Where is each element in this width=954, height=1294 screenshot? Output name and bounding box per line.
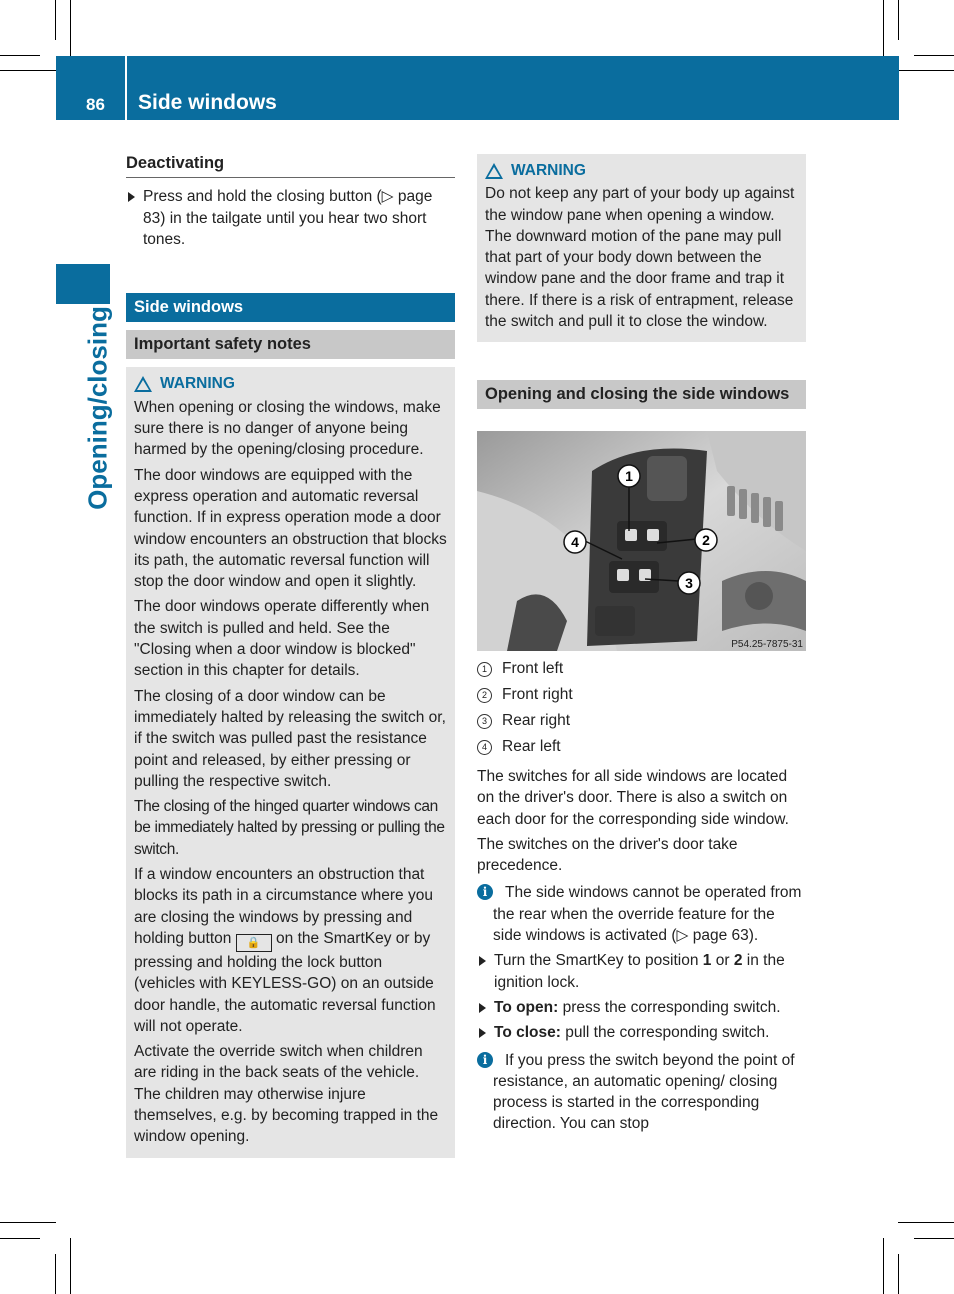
crop-mark [898, 0, 899, 40]
subsection-title-safety: Important safety notes [126, 330, 455, 359]
deactivating-step: Press and hold the closing button (▷ page 83) in the tailgate until you hear two short tones. [126, 186, 455, 250]
crop-mark [914, 1238, 954, 1239]
door-switch-photo [477, 431, 806, 651]
precedence-paragraph: The switches on the driver's door take precedence. [477, 835, 738, 875]
info-note-override [477, 882, 806, 946]
page-number: 86 [86, 95, 105, 114]
lock-icon: 🔒 [236, 934, 272, 952]
warning-paragraph-override: Activate the override switch when children are riding in the back seats of the vehicle. The children may otherwise injure themselves, e.g. by becoming trapped in the window opening. [134, 1043, 439, 1146]
section-title-opening-closing: Opening and closing the side windows [477, 380, 806, 409]
legend-item [477, 734, 806, 760]
step-text: Turn the SmartKey to position [494, 952, 699, 970]
legend-number: 2 [477, 688, 492, 703]
obstruction-text-before: If a window encounters an obstruction that blocks its path in a circumstance where you are closing the windows by pressing and holding button [134, 866, 433, 947]
crop-mark [0, 70, 56, 71]
warning-paragraph: The closing of a door window can be immediately halted by releasing the switch or, if the switch was pulled past the resistance point and released, by either pressing or pulling the respective switch. [134, 687, 446, 790]
obstruction-text-after: on the SmartKey or by pressing and holding the lock button (vehicles with KEYLESS-GO) on an outside door handle, the automatic reversal function will not operate. [134, 929, 436, 1035]
step-close-label: To close: [494, 1024, 561, 1042]
warning-label: WARNING [511, 162, 586, 179]
crop-mark [898, 1254, 899, 1294]
warning-triangle-icon [485, 163, 503, 179]
door-switch-illustration [477, 431, 806, 651]
legend-label: Rear left [502, 738, 561, 756]
crop-mark [70, 1238, 71, 1294]
legend-label: Front left [502, 660, 564, 678]
crop-mark [898, 70, 954, 71]
page-header [56, 56, 899, 120]
chapter-tab [56, 264, 110, 304]
warning-heading [485, 160, 798, 181]
right-column [477, 154, 806, 409]
callout-2: 2 [702, 532, 710, 548]
info-icon: i [477, 1052, 493, 1068]
crop-mark [55, 1254, 56, 1294]
warning-paragraph: The door windows operate differently when the switch is pulled and held. See the "Closing when a door window is blocked" section in this chapter for details. [134, 598, 430, 680]
warning-triangle-icon [134, 376, 152, 392]
chapter-label: Opening/closing [82, 306, 113, 510]
legend-number: 3 [477, 714, 492, 729]
section-title-side-windows: Side windows [126, 293, 455, 322]
warning-text: Do not keep any part of your body up against the window pane when opening a window. The downward motion of the pane may pull that part of your body down between the window pane and the door frame and trap it there. If there is a risk of entrapment, release the switch and pull it to close the window. [485, 185, 795, 331]
callout-3: 3 [685, 575, 693, 591]
header-divider [125, 56, 127, 120]
switch-legend [477, 656, 806, 760]
crop-mark [898, 1222, 954, 1223]
info-text: If you press the switch beyond the point of resistance, an automatic opening/ closing process is started in the corresponding direction. You can stop [493, 1051, 795, 1133]
header-title: Side windows [138, 91, 277, 114]
deactivating-heading: Deactivating [126, 153, 455, 178]
key-position-1: 1 [702, 952, 712, 970]
right-column-lower [477, 656, 806, 1139]
warning-box-safety [126, 367, 455, 1157]
step-text: in the ignition lock. [494, 952, 785, 991]
photo-code: P54.25-7875-31 [731, 639, 803, 650]
warning-heading [134, 373, 447, 394]
info-note-automatic [477, 1050, 806, 1135]
left-column [126, 153, 455, 1158]
legend-label: Front right [502, 686, 573, 704]
crop-mark [55, 0, 56, 40]
step-open-label: To open: [494, 998, 559, 1016]
warning-paragraph-obstruction [134, 864, 447, 1037]
step-open-text: press the corresponding switch. [562, 998, 781, 1016]
crop-mark [70, 0, 71, 56]
step-close-text: pull the corresponding switch. [565, 1024, 770, 1042]
crop-mark [0, 1238, 40, 1239]
legend-label: Rear right [502, 712, 571, 730]
legend-item [477, 656, 806, 682]
warning-paragraph: The door windows are equipped with the express operation and automatic reversal function. If in express operation mode a door window encounters an obstruction that blocks its path, the automatic reversal function will stop the door window and open it slightly. [134, 466, 447, 591]
step-close [477, 1022, 806, 1043]
key-position-2: 2 [733, 952, 743, 970]
legend-number: 1 [477, 662, 492, 677]
step-smartkey [477, 950, 806, 993]
switch-location-paragraph: The switches for all side windows are located on the driver's door. There is also a switch on each door for the corresponding side window. [477, 768, 789, 828]
info-text: The side windows cannot be operated from the rear when the override feature for the side windows is activated (▷ page 63). [493, 884, 802, 945]
crop-mark [914, 55, 954, 56]
warning-paragraph: The closing of the hinged quarter windows can be immediately halted by pressing or pulling the switch. [134, 798, 445, 858]
legend-number: 4 [477, 740, 492, 755]
callout-1: 1 [625, 468, 633, 484]
crop-mark [883, 0, 884, 56]
warning-label: WARNING [160, 375, 235, 393]
step-open [477, 997, 806, 1018]
crop-mark [0, 1222, 56, 1223]
legend-item [477, 708, 806, 734]
warning-paragraph: When opening or closing the windows, make sure there is no danger of anyone being harmed by the opening/closing procedure. [134, 398, 441, 459]
callout-4: 4 [571, 534, 579, 550]
step-text: or [715, 952, 730, 970]
crop-mark [883, 1238, 884, 1294]
info-icon: i [477, 884, 493, 900]
crop-mark [0, 55, 40, 56]
legend-item [477, 682, 806, 708]
warning-box-body [477, 154, 806, 342]
